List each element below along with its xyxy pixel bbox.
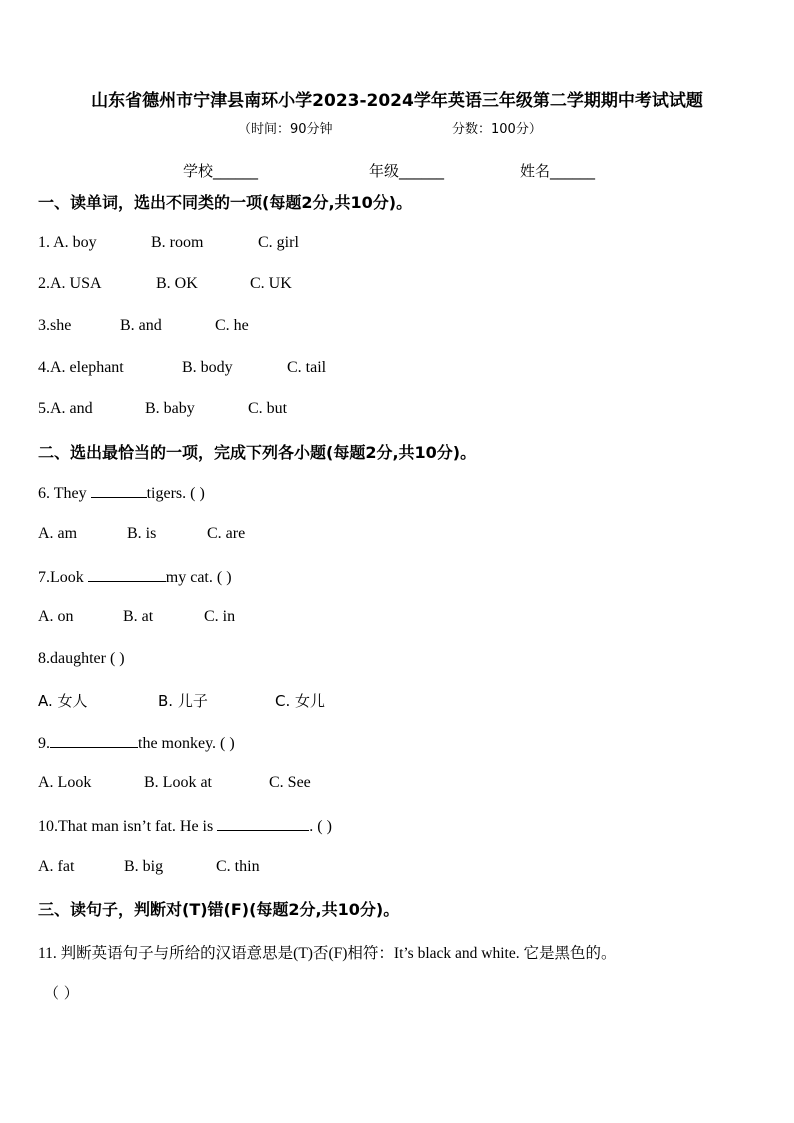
q4-option-c: C. tail <box>287 359 327 376</box>
q7-blank <box>88 567 166 582</box>
q10-blank <box>217 816 309 831</box>
q6-stem-post: tigers. ( ) <box>146 485 205 502</box>
q7-stem <box>38 567 232 587</box>
q1-option-a: 1. A. boy <box>38 234 97 251</box>
q6-stem-pre: 6. They <box>38 485 91 502</box>
q9-blank <box>50 733 138 748</box>
q6-option-b: B. is <box>127 525 157 542</box>
q6-stem <box>38 483 205 503</box>
q8-option-a: A. 女人 <box>38 692 88 710</box>
q9-option-a: A. Look <box>38 774 92 791</box>
q2-option-b: B. OK <box>156 275 198 292</box>
q5-option-a: 5.A. and <box>38 400 93 417</box>
school-field: 学校______ <box>183 162 259 180</box>
q3-option-c: C. he <box>215 317 249 334</box>
q1-option-b: B. room <box>151 234 204 251</box>
q9-stem-pre: 9. <box>38 735 50 752</box>
q9-stem <box>38 733 235 753</box>
q10-stem-post: . ( ) <box>309 818 332 835</box>
q3-option-b: B. and <box>120 317 162 334</box>
time-label: （时间：90分钟 <box>238 122 333 137</box>
q7-stem-pre: 7.Look <box>38 569 88 586</box>
grade-field: 年级______ <box>369 162 445 180</box>
q10-option-b: B. big <box>124 858 164 875</box>
q7-option-c: C. in <box>204 608 236 625</box>
q4-option-a: 4.A. elephant <box>38 359 124 376</box>
q8-option-b: B. 儿子 <box>158 692 208 710</box>
q6-blank <box>91 483 147 498</box>
q9-stem-post: the monkey. ( ) <box>138 735 235 752</box>
q10-stem-pre: 10.That man isn’t fat. He is <box>38 818 218 835</box>
q10-option-a: A. fat <box>38 858 75 875</box>
q8-stem: 8.daughter ( ) <box>38 650 125 667</box>
q10-stem <box>38 816 332 836</box>
score-label: 分数：100分） <box>452 122 542 137</box>
q3-option-a: 3.she <box>38 317 72 334</box>
q11-stem: 11. 判断英语句子与所给的汉语意思是(T)否(F)相符：It’s black and white. 它是黑色的。 <box>38 945 617 962</box>
q8-option-c: C. 女儿 <box>275 692 326 710</box>
q5-option-b: B. baby <box>145 400 195 417</box>
q6-option-c: C. are <box>207 525 246 542</box>
q4-option-b: B. body <box>182 359 233 376</box>
q11-answer-paren: （ ） <box>44 984 79 1002</box>
page-title: 山东省德州市宁津县南环小学2023-2024学年英语三年级第二学期期中考试试题 <box>91 91 703 111</box>
q2-option-a: 2.A. USA <box>38 275 102 292</box>
q10-option-c: C. thin <box>216 858 260 875</box>
section-3-heading: 三、读句子，判断对(T)错(F)(每题2分,共10分)。 <box>38 900 400 919</box>
section-2-heading: 二、选出最恰当的一项，完成下列各小题(每题2分,共10分)。 <box>38 443 477 462</box>
q1-option-c: C. girl <box>258 234 299 251</box>
q7-option-a: A. on <box>38 608 74 625</box>
q5-option-c: C. but <box>248 400 288 417</box>
q9-option-c: C. See <box>269 774 311 791</box>
name-field: 姓名______ <box>520 162 596 180</box>
section-1-heading: 一、读单词，选出不同类的一项(每题2分,共10分)。 <box>38 193 413 212</box>
q7-option-b: B. at <box>123 608 154 625</box>
q2-option-c: C. UK <box>250 275 292 292</box>
q9-option-b: B. Look at <box>144 774 212 791</box>
q7-stem-post: my cat. ( ) <box>165 569 232 586</box>
q6-option-a: A. am <box>38 525 78 542</box>
